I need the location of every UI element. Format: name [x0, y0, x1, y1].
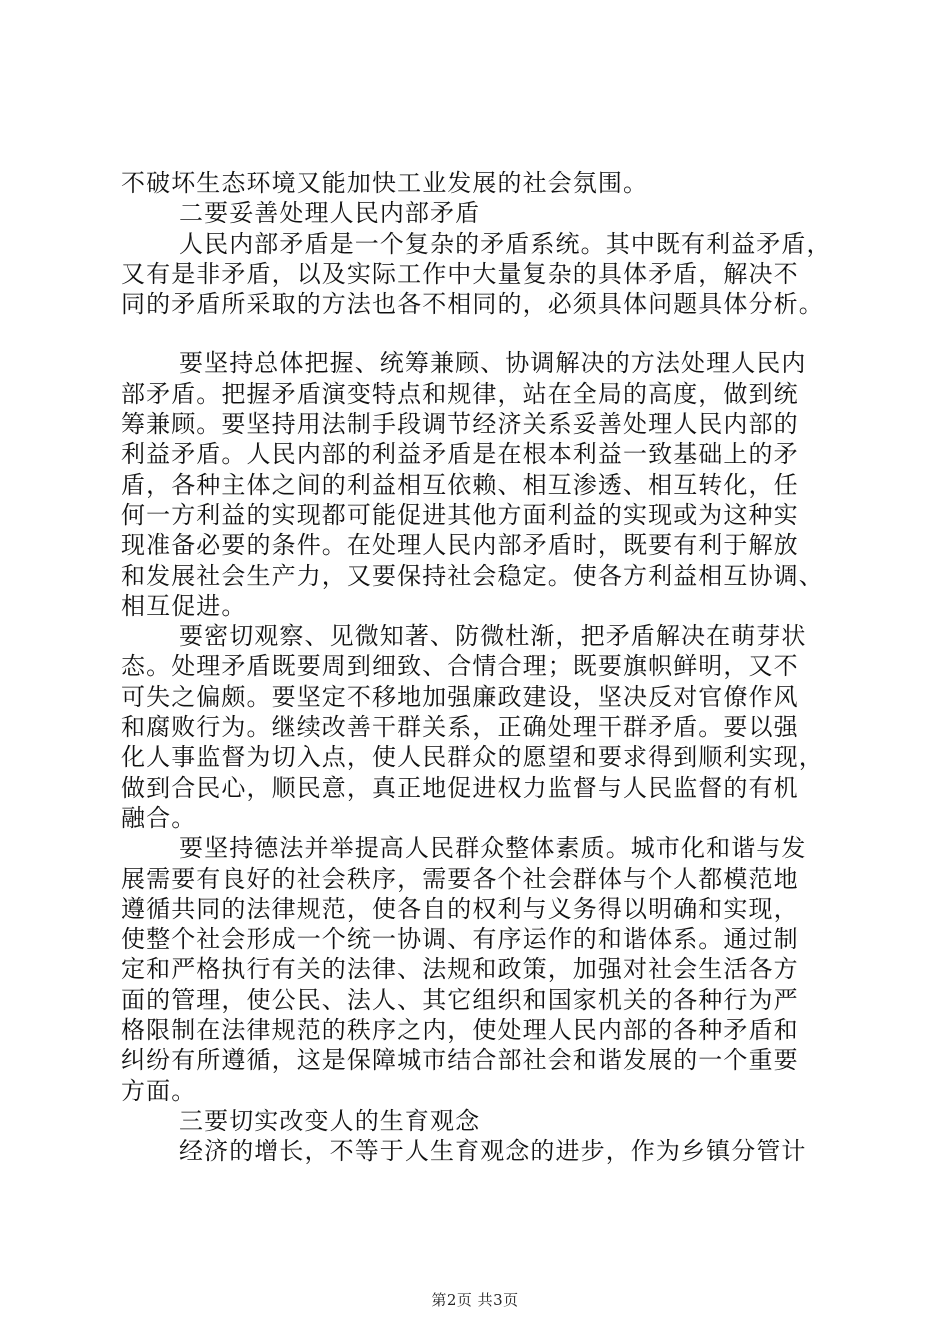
paragraph-first-line: 二要妥善处理人民内部矛盾 [179, 199, 481, 228]
document-body [121, 168, 841, 1167]
text-line: 和腐败行为。继续改善干群关系，正确处理干群矛盾。要以强 [121, 713, 799, 742]
paragraph-first-line: 要密切观察、见微知著、防微杜渐，把矛盾解决在萌芽状 [179, 622, 807, 651]
text-line: 相互促进。 [121, 591, 247, 620]
text-line: 使整个社会形成一个统一协调、有序运作的和谐体系。通过制 [121, 925, 799, 954]
paragraph-first-line: 要坚持德法并举提高人民群众整体素质。城市化和谐与发 [179, 834, 807, 863]
text-line: 定和严格执行有关的法律、法规和政策，加强对社会生活各方 [121, 955, 799, 984]
text-line: 筹兼顾。要坚持用法制手段调节经济关系妥善处理人民内部的 [121, 410, 799, 439]
text-line: 化人事监督为切入点，使人民群众的愿望和要求得到顺利实现， [121, 743, 824, 772]
text-line: 方面。 [121, 1076, 197, 1105]
text-line: 何一方利益的实现都可能促进其他方面利益的实现或为这种实 [121, 500, 799, 529]
paragraph-spacer [121, 319, 841, 348]
text-line: 融合。 [121, 803, 197, 832]
text-line: 格限制在法律规范的秩序之内，使处理人民内部的各种矛盾和 [121, 1016, 799, 1045]
text-line: 现准备必要的条件。在处理人民内部矛盾时，既要有利于解放 [121, 531, 799, 560]
text-line: 又有是非矛盾，以及实际工作中大量复杂的具体矛盾，解决不 [121, 259, 799, 288]
text-line: 同的矛盾所采取的方法也各不相同的，必须具体问题具体分析。 [121, 290, 824, 319]
text-line: 展需要有良好的社会秩序，需要各个社会群体与个人都模范地 [121, 864, 799, 893]
text-line: 纠纷有所遵循，这是保障城市结合部社会和谐发展的一个重要 [121, 1046, 799, 1075]
paragraph-first-line: 三要切实改变人的生育观念 [179, 1106, 481, 1135]
paragraph-first-line: 人民内部矛盾是一个复杂的矛盾系统。其中既有利益矛盾， [179, 229, 832, 258]
text-line: 面的管理，使公民、法人、其它组织和国家机关的各种行为严 [121, 985, 799, 1014]
text-line: 和发展社会生产力，又要保持社会稳定。使各方利益相互协调、 [121, 561, 824, 590]
text-line: 遵循共同的法律规范，使各自的权利与义务得以明确和实现， [121, 894, 799, 923]
text-line: 部矛盾。把握矛盾演变特点和规律，站在全局的高度，做到统 [121, 379, 799, 408]
paragraph-first-line: 要坚持总体把握、统筹兼顾、协调解决的方法处理人民内 [179, 349, 807, 378]
text-line: 不破坏生态环境又能加快工业发展的社会氛围。 [121, 169, 649, 197]
paragraph-first-line: 经济的增长，不等于人生育观念的进步，作为乡镇分管计 [179, 1137, 807, 1166]
text-line: 做到合民心，顺民意，真正地促进权力监督与人民监督的有机 [121, 773, 799, 802]
page-number-footer: 第2页 共3页 [431, 1291, 519, 1309]
text-line: 可失之偏颇。要坚定不移地加强廉政建设，坚决反对官僚作风 [121, 682, 799, 711]
text-line: 盾，各种主体之间的利益相互依赖、相互渗透、相互转化，任 [121, 470, 799, 499]
text-line: 态。处理矛盾既要周到细致、合情合理；既要旗帜鲜明，又不 [121, 652, 799, 681]
text-line: 利益矛盾。人民内部的利益矛盾是在根本利益一致基础上的矛 [121, 440, 799, 469]
